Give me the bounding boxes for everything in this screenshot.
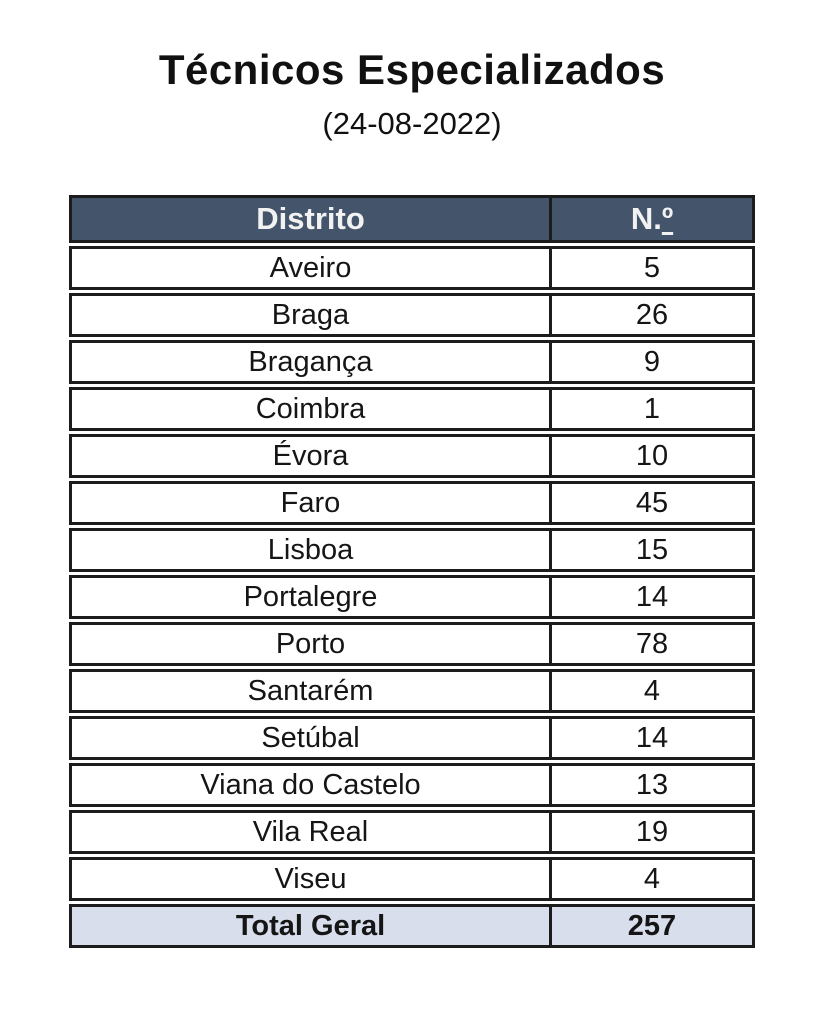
district-cell: Coimbra: [69, 387, 552, 431]
district-cell: Vila Real: [69, 810, 552, 854]
total-row: [69, 904, 755, 948]
districts-table: [69, 192, 755, 951]
table-row: [69, 716, 755, 760]
table-row: [69, 528, 755, 572]
district-cell: Lisboa: [69, 528, 552, 572]
header-row: [69, 195, 755, 243]
table-row: [69, 622, 755, 666]
district-cell: Viseu: [69, 857, 552, 901]
count-cell: 14: [552, 716, 755, 760]
col-header-distrito: Distrito: [69, 195, 552, 243]
table-header: [69, 195, 755, 243]
district-cell: Faro: [69, 481, 552, 525]
table-row: [69, 810, 755, 854]
count-cell: 45: [552, 481, 755, 525]
table-row: [69, 387, 755, 431]
count-cell: 19: [552, 810, 755, 854]
table-row: [69, 669, 755, 713]
district-cell: Viana do Castelo: [69, 763, 552, 807]
district-cell: Bragança: [69, 340, 552, 384]
district-cell: Braga: [69, 293, 552, 337]
count-cell: 15: [552, 528, 755, 572]
col-header-numero: [552, 195, 755, 243]
count-cell: 13: [552, 763, 755, 807]
table-body: [69, 246, 755, 948]
count-cell: 78: [552, 622, 755, 666]
table-row: [69, 857, 755, 901]
table-row: [69, 340, 755, 384]
table-row: [69, 434, 755, 478]
district-cell: Porto: [69, 622, 552, 666]
count-cell: 26: [552, 293, 755, 337]
district-cell: Aveiro: [69, 246, 552, 290]
count-cell: 4: [552, 857, 755, 901]
table-row: [69, 293, 755, 337]
count-cell: 4: [552, 669, 755, 713]
district-cell: Évora: [69, 434, 552, 478]
page-date: (24-08-2022): [322, 106, 502, 141]
count-cell: 10: [552, 434, 755, 478]
table-row: [69, 763, 755, 807]
district-cell: Setúbal: [69, 716, 552, 760]
count-cell: 14: [552, 575, 755, 619]
col-header-numero-ordinal: º: [661, 201, 674, 236]
district-cell: Portalegre: [69, 575, 552, 619]
table-row: [69, 246, 755, 290]
count-cell: 9: [552, 340, 755, 384]
total-count-cell: 257: [552, 904, 755, 948]
count-cell: 5: [552, 246, 755, 290]
count-cell: 1: [552, 387, 755, 431]
page-title: Técnicos Especializados: [158, 46, 666, 93]
district-cell: Santarém: [69, 669, 552, 713]
col-header-numero-prefix: N.: [630, 201, 662, 236]
table-row: [69, 575, 755, 619]
table-row: [69, 481, 755, 525]
total-label-cell: Total Geral: [69, 904, 552, 948]
